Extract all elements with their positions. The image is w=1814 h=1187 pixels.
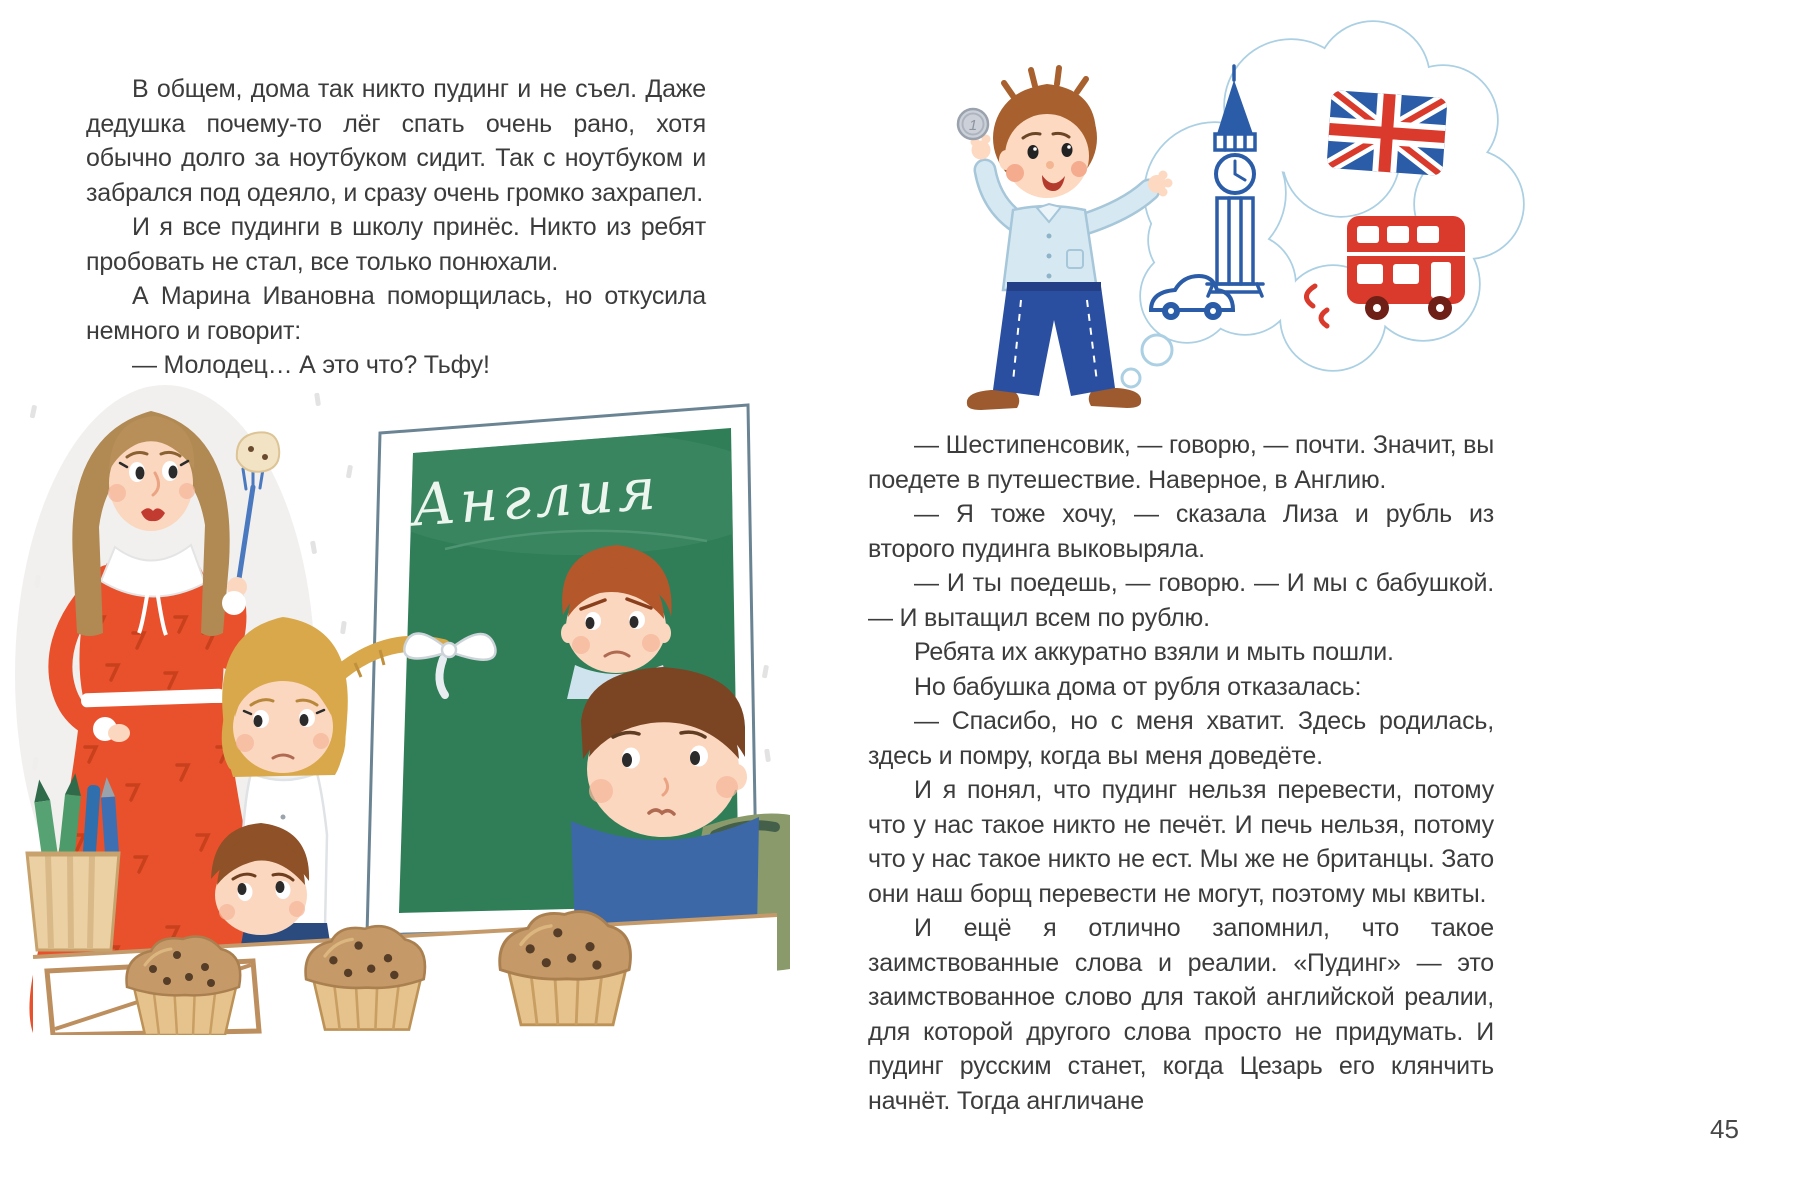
boy-daydream-illustration xyxy=(895,18,1535,423)
cuff xyxy=(222,591,246,615)
thought-bubble xyxy=(1122,22,1523,387)
paragraph: — Шестипенсовик, — говорю, — почти. Значит, вы поедете в путешествие. Наверное, в Англию. xyxy=(868,431,1494,494)
paragraph: А Марина Ивановна поморщилась, но откусила немного и говорит: xyxy=(86,282,706,345)
paragraph: Ребята их аккуратно взяли и мыть пошли. xyxy=(914,638,1394,666)
union-jack-icon xyxy=(1326,90,1447,176)
left-text-column xyxy=(86,72,706,383)
paragraph: — Молодец… А это что? Тьфу! xyxy=(132,351,490,379)
pudding-piece xyxy=(237,432,279,471)
classroom-illustration xyxy=(15,365,790,1035)
boy-little xyxy=(211,823,309,935)
page-number: 45 xyxy=(1710,1114,1739,1144)
paragraph: — И ты поедешь, — говорю. — И мы с бабушкой. — И вытащил всем по рублю. xyxy=(868,569,1494,632)
boy-jeans xyxy=(993,286,1115,396)
paragraph: — Спасибо, но с меня хватит. Здесь родилась, здесь и помру, когда вы меня доведёте. xyxy=(868,707,1494,770)
girl-face xyxy=(233,681,333,773)
boy-big xyxy=(571,667,759,931)
paragraph: Но бабушка дома от рубля отказалась: xyxy=(914,672,1362,701)
blackboard-text: Англия xyxy=(409,454,662,540)
boy xyxy=(958,68,1173,410)
pencil-cup xyxy=(27,772,119,950)
hand xyxy=(108,724,130,742)
paragraph: И я понял, что пудинг нельзя перевести, потому что у нас такое никто не печёт. И печь нельзя, потому что у нас такое никто не ест. Мы же не британцы. Зато они наш борщ перевести не могут, поэтому мы квиты. xyxy=(868,776,1494,908)
paragraph: В общем, дома так никто пудинг и не съел. Даже дедушка почему-то лёг спать очень рано, хотя обычно долго за ноутбуком сидит. Так с ноутбуком и забрался под одеяло, и сразу очень громко захрапел. xyxy=(86,75,706,207)
boy-belt xyxy=(1007,282,1101,291)
paragraph: И я все пудинги в школу принёс. Никто из ребят пробовать не стал, все только понюхали. xyxy=(86,213,706,276)
paragraph: — Я тоже хочу, — сказала Лиза и рубль из второго пудинга выковыряла. xyxy=(868,500,1494,563)
boy-shoe xyxy=(967,390,1019,410)
coin xyxy=(958,109,988,139)
coin-value: 1 xyxy=(968,117,978,134)
paragraph: И ещё я отлично запомнил, что такое заимствованные слова и реалии. «Пудинг» — это заимствованное слово для такой английской реалии, для которой другого слова просто не придумать. И пудинг русским станет, когда Цезарь его клянчить начнёт. Тогда англичане xyxy=(868,914,1494,1115)
right-text-column xyxy=(868,428,1494,1118)
